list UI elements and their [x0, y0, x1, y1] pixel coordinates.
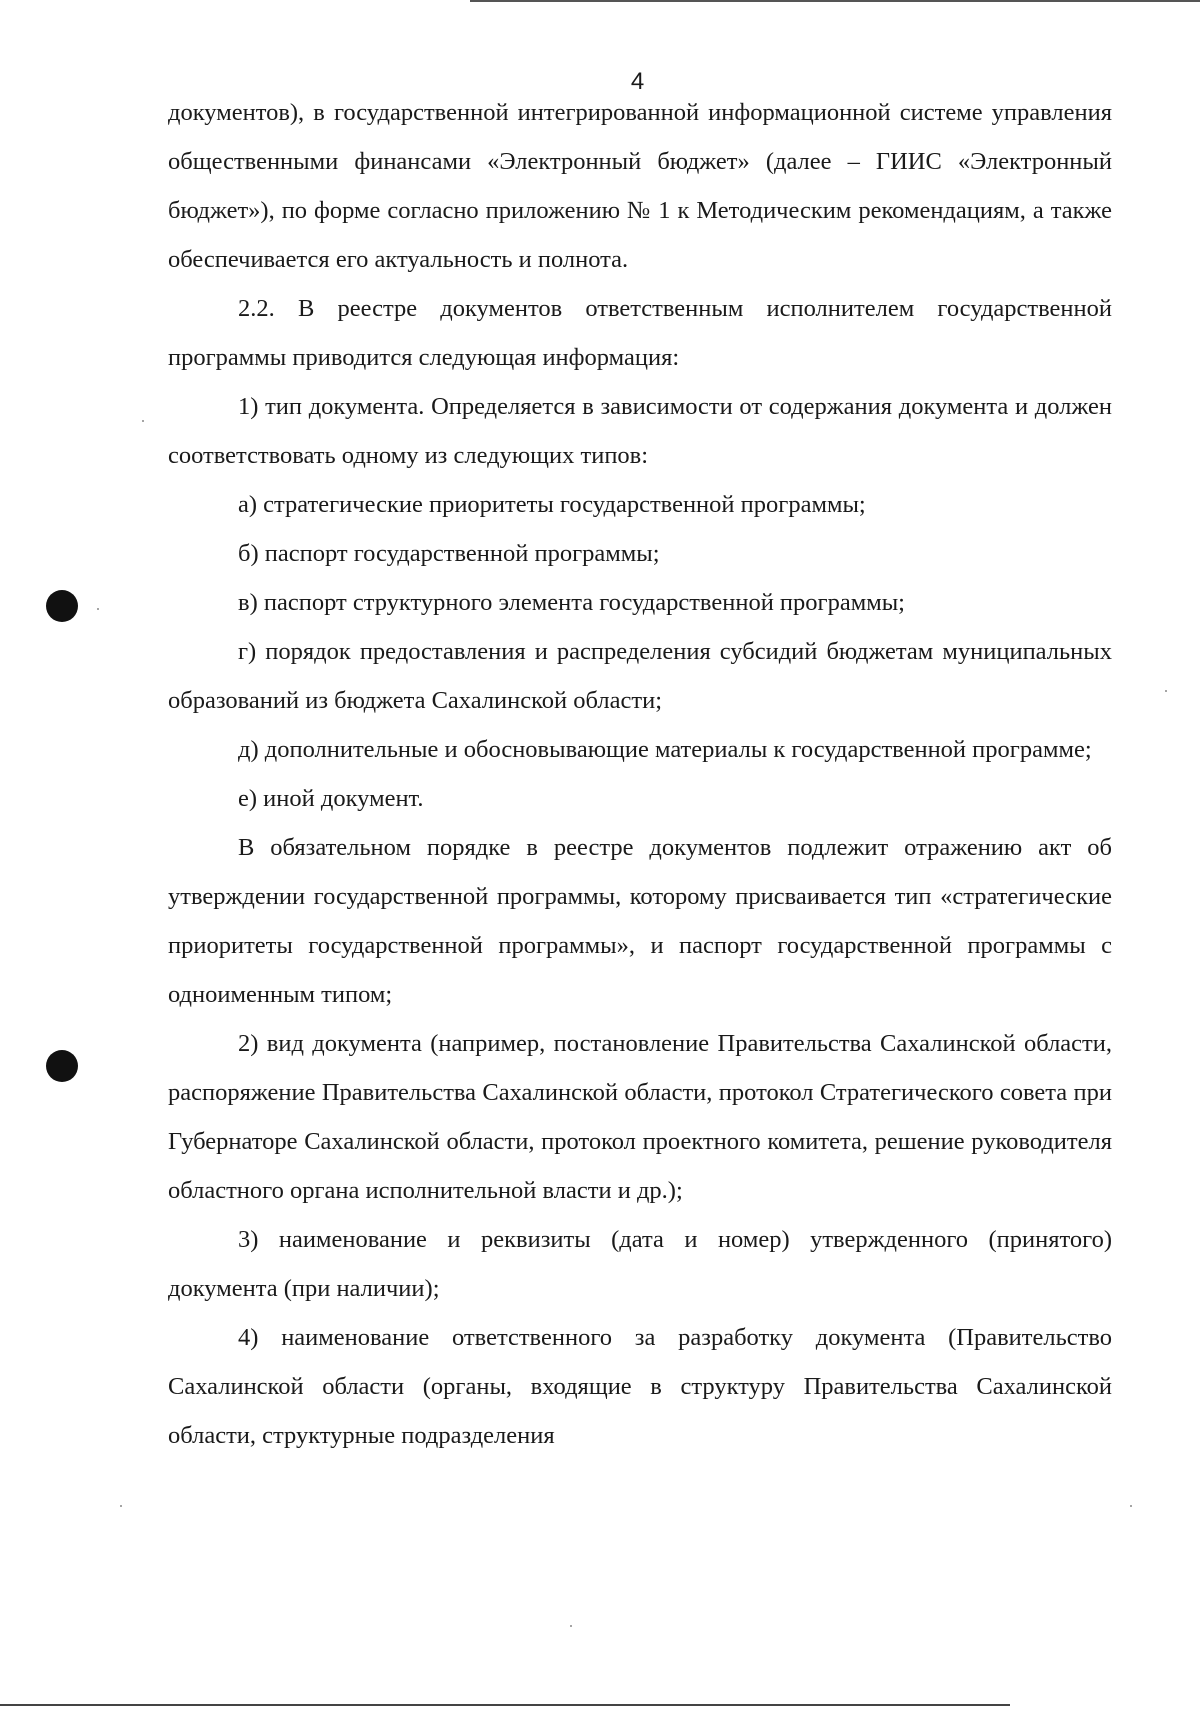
document-body — [168, 88, 1112, 1460]
paragraph-continuation: документов), в государственной интегрированной информационной системе управления общественными финансами «Электронный бюджет» (далее – ГИИС «Электронный бюджет»), по форме согласно приложению № 1 к Методическим рекомендациям, а также обеспечивается его актуальность и полнота. — [168, 99, 1112, 273]
list-item-2-document-kind: 2) вид документа (например, постановление Правительства Сахалинской области, распоряжение Правительства Сахалинской области, протокол Стратегического совета при Губернаторе Сахалинской области, протокол проектного комитета, решение руководителя областного органа исполнительной власти и др.); — [168, 1030, 1112, 1204]
paragraph-2-2: 2.2. В реестре документов ответственным исполнителем государственной программы приводится следующая информация: — [168, 295, 1112, 371]
punch-hole-upper — [46, 590, 78, 622]
scan-bottom-edge — [0, 1704, 1010, 1706]
scan-speck — [1165, 690, 1167, 692]
scan-speck — [1130, 1505, 1132, 1507]
list-item-4-responsible: 4) наименование ответственного за разработку документа (Правительство Сахалинской области (органы, входящие в структуру Правительства Сахалинской области, структурные подразделения — [168, 1324, 1112, 1449]
punch-hole-lower — [46, 1050, 78, 1082]
scan-speck — [570, 1625, 572, 1627]
sub-item-e: е) иной документ. — [238, 785, 424, 812]
sub-item-d: д) дополнительные и обосновывающие материалы к государственной программе; — [238, 736, 1092, 763]
scan-speck — [97, 608, 99, 610]
page-number: 4 — [630, 68, 645, 95]
sub-item-g: г) порядок предоставления и распределения субсидий бюджетам муниципальных образований из бюджета Сахалинской области; — [168, 638, 1112, 714]
scan-speck — [142, 420, 144, 422]
sub-item-a: а) стратегические приоритеты государственной программы; — [238, 491, 866, 518]
scan-top-edge — [470, 0, 1200, 2]
sub-item-b: б) паспорт государственной программы; — [238, 540, 660, 567]
list-item-1-document-type: 1) тип документа. Определяется в зависимости от содержания документа и должен соответствовать одному из следующих типов: — [168, 393, 1112, 469]
list-item-3-document-details: 3) наименование и реквизиты (дата и номер) утвержденного (принятого) документа (при наличии); — [168, 1226, 1112, 1302]
scan-speck — [120, 1505, 122, 1507]
sub-item-v: в) паспорт структурного элемента государственной программы; — [238, 589, 905, 616]
paragraph-mandatory-order: В обязательном порядке в реестре документов подлежит отражению акт об утверждении государственной программы, которому присваивается тип «стратегические приоритеты государственной программы», и паспорт государственной программы с одноименным типом; — [168, 834, 1112, 1008]
